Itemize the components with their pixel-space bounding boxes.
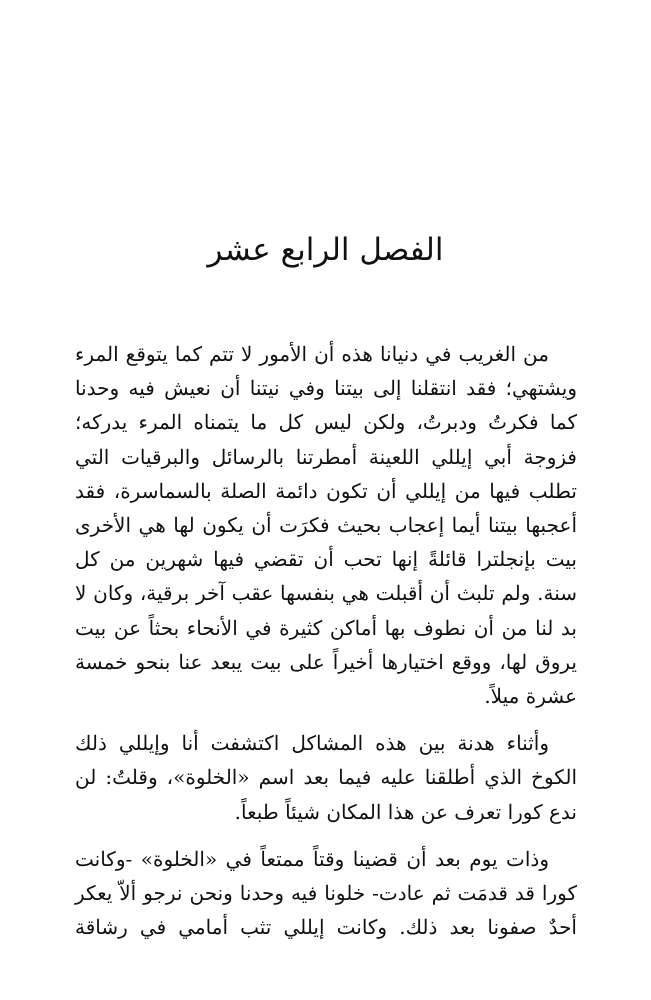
- chapter-body: [75, 337, 577, 957]
- chapter-title: الفصل الرابع عشر: [207, 232, 444, 268]
- paragraph-3: وذات يوم بعد أن قضينا وقتاً ممتعاً في «الخلوة» -وكانت كورا قد قدمَت ثم عادت- خلونا فيه وحدنا ونحن نرجو ألاّ يعكر أحدٌ صفونا بعد ذلك. وكانت إيللي تثب أمامي في رشاقة: [75, 846, 577, 940]
- paragraph-2: وأثناء هدنة بين هذه المشاكل اكتشفت أنا وإيللي ذلك الكوخ الذي أطلقنا عليه فيما بعد اسم «الخلوة»، وقلتُ: لن ندع كورا تعرف عن هذا المكان شيئاً طبعاً.: [75, 731, 577, 824]
- paragraph-1: من الغريب في دنيانا هذه أن الأمور لا تتم كما يتوقع المرء ويشتهي؛ فقد انتقلنا إلى بيتنا وفي نيتنا أن نعيش فيه وحدنا كما فكرتُ ودبرتُ، ولكن ليس كل ما يتمناه المرء يدركه؛ فزوجة أبي إيللي اللعينة أمطرتنا بالرسائل والبرقيات التي تطلب فيها من إيللي أن تكون دائمة الصلة بالسماسرة، فقد أعجبها بيتنا أيما إعجاب بحيث فكرَت أن يكون لها هي الأخرى بيت بإنجلترا قائلةً إنها تحب أن تقضي فيها شهرين من كل سنة. ولم تلبث أن أقبلت هي بنفسها عقب آخر برقية، وكان لا بد لنا من أن نطوف بها أماكن كثيرة في الأنحاء بحثاً عن بيت يروق لها، ووقع اختيارها أخيراً على بيت يبعد عنا بنحو خمسة عشرة ميلاً.: [75, 342, 577, 709]
